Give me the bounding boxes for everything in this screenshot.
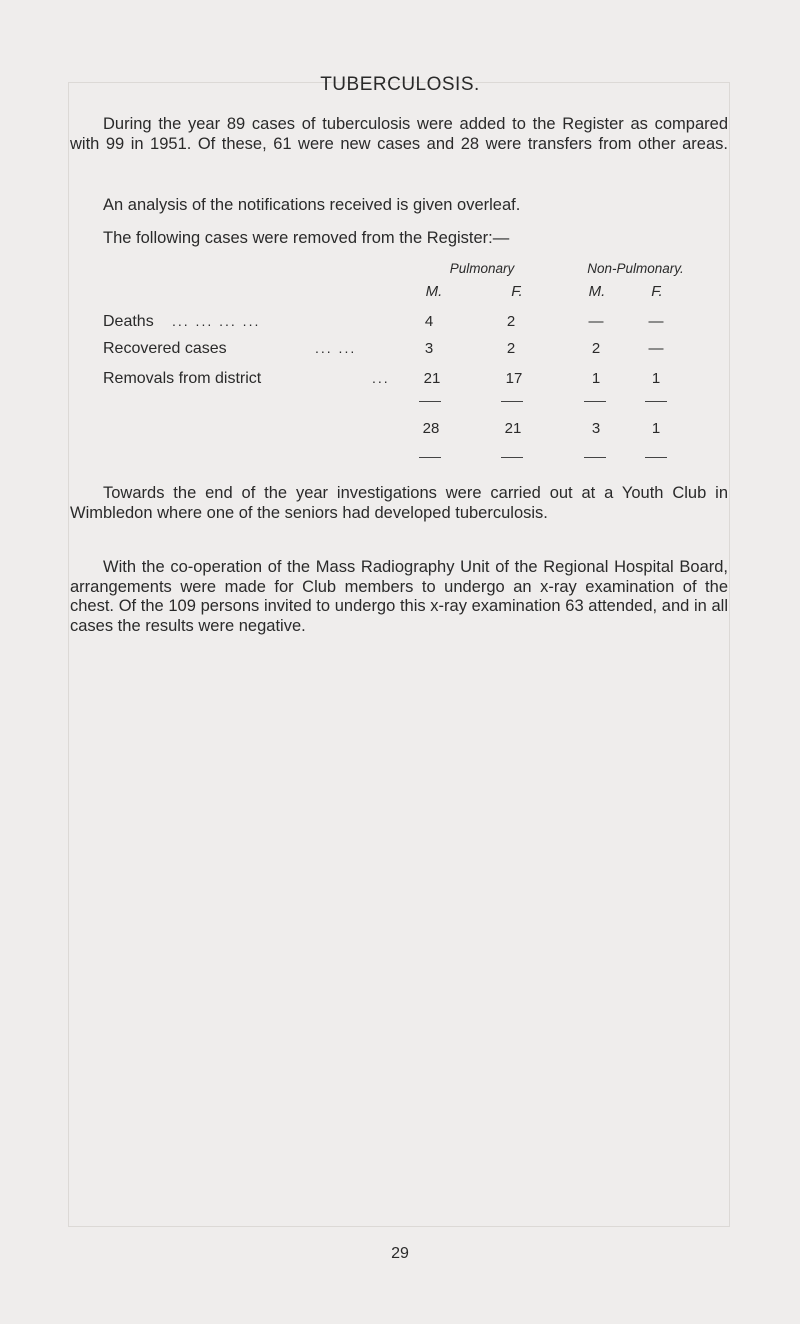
row-label-recovered: Recovered cases xyxy=(103,340,227,357)
cell-removals-nonpulm-f: 1 xyxy=(651,370,661,387)
total-nonpulm-m: 3 xyxy=(591,420,601,437)
cell-recovered-pulm-m: 3 xyxy=(424,340,434,357)
cell-deaths-nonpulm-m: — xyxy=(588,313,604,330)
paragraph-1: During the year 89 cases of tuberculosis were added to the Register as compared with 99 in 1951. Of these, 61 were new cases and 28 were transfers from other areas. xyxy=(70,115,728,153)
cell-deaths-pulm-m: 4 xyxy=(424,313,434,330)
rule-dash xyxy=(584,401,606,402)
cell-removals-pulm-f: 17 xyxy=(505,370,523,387)
page-number: 29 xyxy=(391,1245,409,1262)
rule-dash xyxy=(419,401,441,402)
cell-recovered-nonpulm-f: — xyxy=(648,340,664,357)
row-label-deaths: Deaths xyxy=(103,313,154,330)
cell-removals-pulm-m: 21 xyxy=(423,370,441,387)
group-header-non-pulmonary: Non-Pulmonary. xyxy=(587,261,684,276)
row-label-removals: Removals from district xyxy=(103,370,262,387)
group-header-pulmonary: Pulmonary xyxy=(449,261,515,276)
rule-dash xyxy=(645,401,667,402)
paragraph-5: With the co-operation of the Mass Radiography Unit of the Regional Hospital Board, arrangements were made for Club members to undergo an x-ray examination of the chest. Of the 109 persons invited to undergo this x-ray examination 63 attended, and in all cases the results were negative. xyxy=(70,558,728,635)
rule-dash xyxy=(419,457,441,458)
rule-dash xyxy=(501,457,523,458)
row-leader-dots: ... xyxy=(372,370,390,386)
cell-deaths-pulm-f: 2 xyxy=(506,313,516,330)
cell-deaths-nonpulm-f: — xyxy=(648,313,664,330)
rule-dash xyxy=(584,457,606,458)
page-title: TUBERCULOSIS. xyxy=(320,74,480,95)
col-header-nonpulmonary-f: F. xyxy=(651,283,663,300)
col-header-pulmonary-m: M. xyxy=(425,283,443,300)
total-pulm-f: 21 xyxy=(504,420,522,437)
paragraph-2: An analysis of the notifications received is given overleaf. xyxy=(103,196,521,214)
rule-dash xyxy=(501,401,523,402)
show-through-frame xyxy=(68,82,730,1227)
cell-recovered-nonpulm-m: 2 xyxy=(591,340,601,357)
col-header-nonpulmonary-m: M. xyxy=(588,283,606,300)
cell-removals-nonpulm-m: 1 xyxy=(591,370,601,387)
paragraph-4: Towards the end of the year investigations were carried out at a Youth Club in Wimbledon where one of the seniors had developed tuberculosis. xyxy=(70,484,728,522)
total-nonpulm-f: 1 xyxy=(651,420,661,437)
row-leader-dots: ... ... ... ... xyxy=(172,313,261,329)
rule-dash xyxy=(645,457,667,458)
row-leader-dots: ... ... xyxy=(315,340,357,356)
total-pulm-m: 28 xyxy=(422,420,440,437)
paragraph-3: The following cases were removed from the Register:— xyxy=(103,229,510,247)
col-header-pulmonary-f: F. xyxy=(511,283,523,300)
cell-recovered-pulm-f: 2 xyxy=(506,340,516,357)
